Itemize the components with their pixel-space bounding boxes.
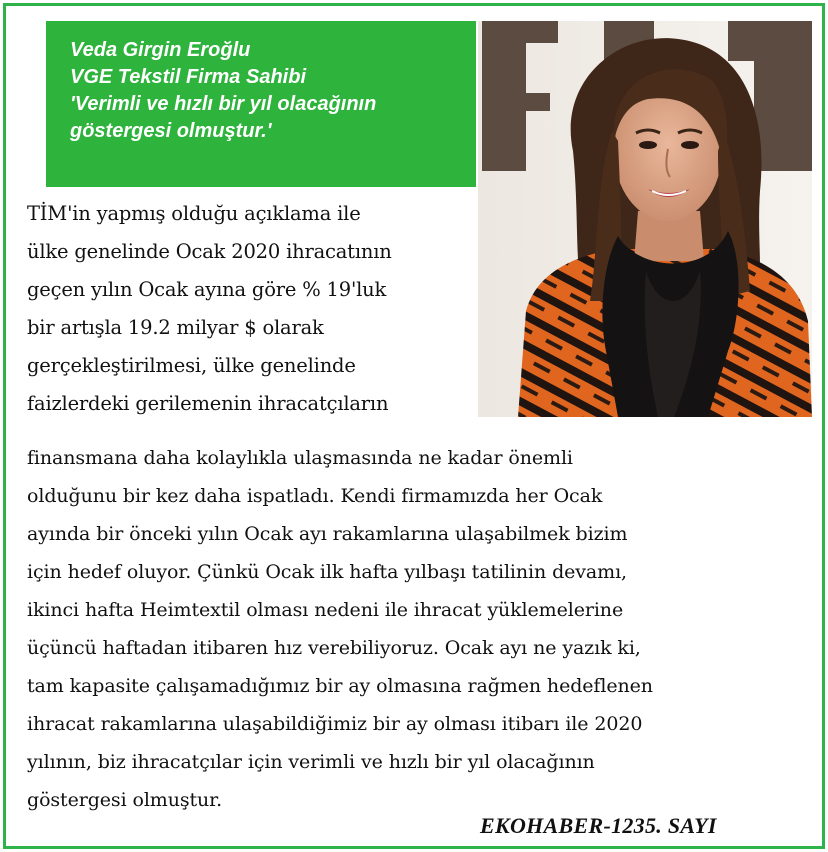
body-line: faizlerdeki gerilemenin ihracatçıların bbox=[27, 392, 389, 415]
body-line: tam kapasite çalışamadığımız bir ay olmasına rağmen hedeflenen bbox=[27, 675, 653, 697]
body-line: ikinci hafta Heimtextil olması nedeni ile ihracat yüklemelerine bbox=[27, 599, 624, 621]
person-name: Veda Girgin Eroğlu bbox=[70, 39, 251, 61]
header-box bbox=[46, 21, 476, 187]
body-line: finansmana daha kolaylıkla ulaşmasında ne kadar önemli bbox=[27, 447, 573, 469]
quote-line-1: 'Verimli ve hızlı bir yıl olacağının bbox=[70, 93, 377, 115]
body-line: TİM'in yapmış olduğu açıklama ile bbox=[27, 202, 361, 225]
body-line: üçüncü haftadan itibaren hız verebiliyoruz. Ocak ayı ne yazık ki, bbox=[27, 637, 641, 659]
portrait-photo bbox=[478, 21, 812, 417]
quote-line-2: göstergesi olmuştur.' bbox=[70, 120, 272, 142]
body-line: bir artışla 19.2 milyar $ olarak bbox=[27, 316, 324, 339]
body-line: ihracat rakamlarına ulaşabildiğimiz bir ay olması itibarı ile 2020 bbox=[27, 713, 643, 735]
body-line: için hedef oluyor. Çünkü Ocak ilk hafta yılbaşı tatilinin devamı, bbox=[27, 561, 627, 583]
body-line: göstergesi olmuştur. bbox=[27, 789, 223, 811]
body-line: yılının, biz ihracatçılar için verimli ve hızlı bir yıl olacağının bbox=[27, 751, 595, 773]
body-line: geçen yılın Ocak ayına göre % 19'luk bbox=[27, 278, 387, 301]
body-line: ayında bir önceki yılın Ocak ayı rakamlarına ulaşabilmek bizim bbox=[27, 523, 628, 545]
source-credit: EKOHABER-1235. SAYI bbox=[480, 813, 717, 838]
body-line: gerçekleştirilmesi, ülke genelinde bbox=[27, 354, 356, 377]
person-title: VGE Tekstil Firma Sahibi bbox=[70, 66, 306, 88]
body-line: ülke genelinde Ocak 2020 ihracatının bbox=[27, 240, 392, 263]
body-line: olduğunu bir kez daha ispatladı. Kendi firmamızda her Ocak bbox=[27, 485, 603, 507]
